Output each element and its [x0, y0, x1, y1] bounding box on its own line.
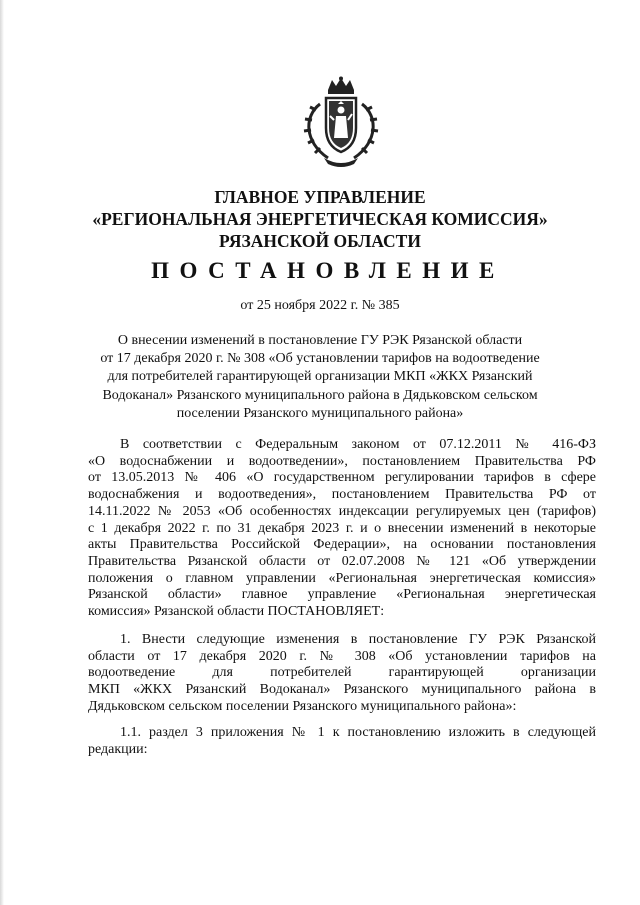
item-1-line: водоотведение для потребителей гарантирующей организации: [88, 665, 596, 681]
preamble-line: Рязанской области» главное управление «Региональная энергетическая: [88, 587, 596, 603]
org-line-3: РЯЗАНСКОЙ ОБЛАСТИ: [219, 231, 421, 251]
preamble-line: В соответствии с Федеральным законом от 07.12.2011 № 416-ФЗ: [120, 437, 596, 452]
preamble-line: 14.11.2022 № 2053 «Об особенностях индексации регулируемых цен (тарифов): [88, 503, 596, 519]
preamble-line: водоснабжения и водоотведения», постановлением Правительства РФ от: [88, 487, 596, 503]
item-1-1-line: редакции:: [88, 741, 148, 757]
preamble-line: комиссия» Рязанской области ПОСТАНОВЛЯЕТ:: [88, 604, 385, 620]
document-subject: [0, 332, 640, 423]
preamble-line: Правительства Рязанской области от 02.07.2008 № 121 «Об утверждении: [88, 553, 596, 569]
subject-line: Водоканал» Рязанского муниципального района в Дядьковском сельском: [102, 387, 538, 403]
org-line-2: «РЕГИОНАЛЬНАЯ ЭНЕРГЕТИЧЕСКАЯ КОМИССИЯ»: [92, 209, 548, 229]
preamble-line: от 13.05.2013 № 406 «О государственном регулировании тарифов в сфере: [88, 470, 596, 486]
item-1-line: МКП «ЖКХ Рязанский Водоканал» Рязанского муниципального района в: [88, 682, 596, 698]
item-1-paragraph: [88, 632, 596, 716]
organization-name: [0, 186, 640, 252]
item-1-1-paragraph: [88, 725, 596, 758]
org-line-1: ГЛАВНОЕ УПРАВЛЕНИЕ: [214, 187, 426, 207]
document-type: ПОСТАНОВЛЕНИЕ: [151, 258, 505, 283]
coat-of-arms-emblem: [298, 76, 384, 168]
document-date: от 25 ноября 2022 г. № 385: [240, 298, 400, 313]
subject-line: для потребителей гарантирующей организации МКП «ЖКХ Рязанский: [107, 369, 533, 385]
subject-line: поселении Рязанского муниципального района»: [176, 405, 464, 421]
item-1-line: Дядьковском сельском поселении Рязанского муниципального района»:: [88, 698, 517, 714]
item-1-line: области от 17 декабря 2020 г. № 308 «Об установлении тарифов на: [88, 648, 596, 664]
preamble-line: «О водоснабжении и водоотведении», постановлением Правительства РФ: [88, 453, 596, 469]
preamble-paragraph: [88, 437, 596, 621]
scan-edge: [0, 0, 4, 905]
preamble-line: акты Правительства Российской Федерации», на основании постановления: [88, 537, 596, 553]
subject-line: от 17 декабря 2020 г. № 308 «Об установлении тарифов на водоотведение: [100, 351, 540, 367]
item-1-1-line: 1.1. раздел 3 приложения № 1 к постановлению изложить в следующей: [120, 725, 596, 740]
subject-line: О внесении изменений в постановление ГУ РЭК Рязанской области: [117, 333, 523, 348]
preamble-line: с 1 декабря 2022 г. по 31 декабря 2023 г. и о внесении изменений в некоторые: [88, 520, 596, 536]
item-1-line: 1. Внести следующие изменения в постановление ГУ РЭК Рязанской: [120, 632, 596, 647]
preamble-line: положения о главном управлении «Региональная энергетическая комиссия»: [88, 570, 596, 586]
